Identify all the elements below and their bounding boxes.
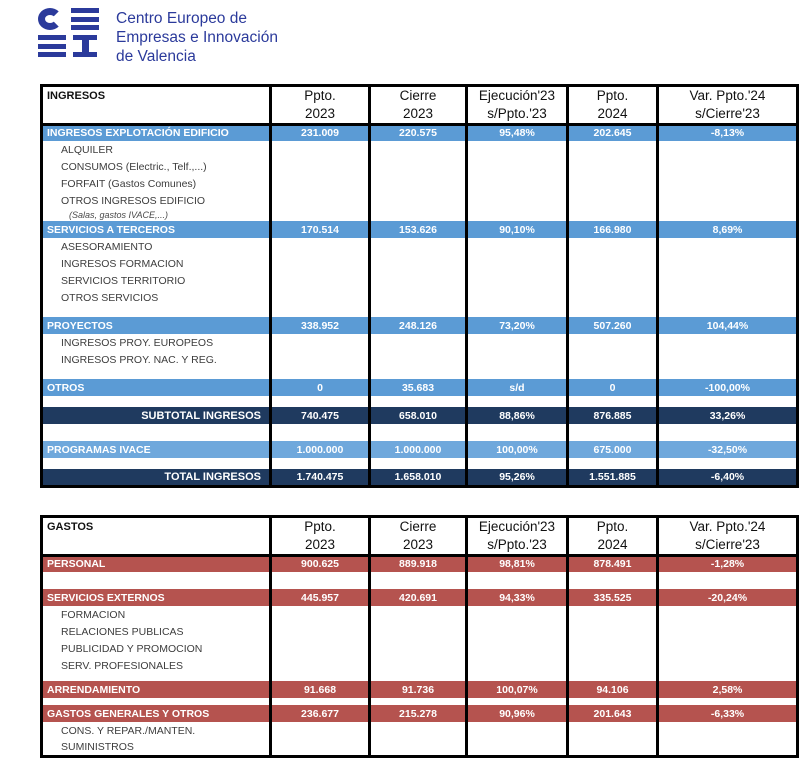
- cell-value: 1.658.010: [370, 469, 467, 486]
- cell-value: [658, 657, 798, 674]
- cell-value: 94.106: [568, 681, 658, 698]
- cell-value: [271, 351, 370, 368]
- table-row: [42, 657, 798, 674]
- cell-value: 91.736: [370, 681, 467, 698]
- table-row: [42, 317, 798, 334]
- table-row: [42, 739, 798, 756]
- cell-value: [658, 572, 798, 589]
- cell-value: [271, 158, 370, 175]
- cell-value: [658, 351, 798, 368]
- cell-value: [467, 396, 568, 407]
- cell-value: [370, 674, 467, 681]
- cell-value: [271, 175, 370, 192]
- cell-value: [568, 351, 658, 368]
- row-label: FORMACION: [42, 606, 271, 623]
- table-row: [42, 469, 798, 486]
- cell-value: [658, 698, 798, 705]
- spacer-row: [42, 306, 798, 317]
- spacer-row: [42, 396, 798, 407]
- cell-value: [370, 141, 467, 158]
- cell-value: [568, 368, 658, 379]
- row-label: SERVICIOS EXTERNOS: [42, 589, 271, 606]
- table-row: [42, 705, 798, 722]
- cell-value: [658, 739, 798, 756]
- cell-value: [370, 623, 467, 640]
- cell-value: [271, 698, 370, 705]
- cell-value: [467, 698, 568, 705]
- cell-value: [568, 657, 658, 674]
- cell-value: [467, 674, 568, 681]
- cell-value: [467, 424, 568, 441]
- table-row: [42, 441, 798, 458]
- cell-value: 201.643: [568, 705, 658, 722]
- cell-value: 215.278: [370, 705, 467, 722]
- cell-value: 236.677: [271, 705, 370, 722]
- cell-value: [467, 255, 568, 272]
- cell-value: [658, 272, 798, 289]
- table-row: [42, 351, 798, 368]
- row-label: ALQUILER: [42, 141, 271, 158]
- cell-value: 675.000: [568, 441, 658, 458]
- cell-value: 658.010: [370, 407, 467, 424]
- row-label: [42, 572, 271, 589]
- cell-value: 153.626: [370, 221, 467, 238]
- cell-value: [370, 255, 467, 272]
- row-label: PROYECTOS: [42, 317, 271, 334]
- cell-value: [568, 238, 658, 255]
- cell-value: [467, 289, 568, 306]
- cell-value: [658, 238, 798, 255]
- cell-value: [370, 158, 467, 175]
- cell-value: 90,10%: [467, 221, 568, 238]
- cell-value: [658, 606, 798, 623]
- cell-value: [467, 368, 568, 379]
- column-header: Ppto. 2023: [271, 86, 370, 125]
- cell-value: [370, 368, 467, 379]
- cell-value: [370, 657, 467, 674]
- row-label: CONSUMOS (Electric., Telf.,...): [42, 158, 271, 175]
- table-row: [42, 289, 798, 306]
- cell-value: [658, 306, 798, 317]
- cell-value: -32,50%: [658, 441, 798, 458]
- row-label: PUBLICIDAD Y PROMOCION: [42, 640, 271, 657]
- cell-value: [467, 351, 568, 368]
- ingresos-header-row: [42, 86, 798, 125]
- cell-value: [370, 458, 467, 469]
- cell-value: [658, 158, 798, 175]
- cell-value: 104,44%: [658, 317, 798, 334]
- logo-text-line: Centro Europeo de: [116, 10, 247, 27]
- column-header: Ppto. 2024: [568, 86, 658, 125]
- cell-value: 740.475: [271, 407, 370, 424]
- cell-value: 335.525: [568, 589, 658, 606]
- cell-value: [467, 158, 568, 175]
- cell-value: [271, 272, 370, 289]
- cell-value: 0: [568, 379, 658, 396]
- table-row: [42, 589, 798, 606]
- cell-value: [370, 424, 467, 441]
- cell-value: 73,20%: [467, 317, 568, 334]
- cell-value: [658, 209, 798, 221]
- cell-value: 100,07%: [467, 681, 568, 698]
- table-row: [42, 192, 798, 209]
- table-row: [42, 209, 798, 221]
- cell-value: -8,13%: [658, 124, 798, 141]
- column-header: Ejecución'23 s/Ppto.'23: [467, 517, 568, 556]
- gastos-table: [40, 515, 799, 758]
- cell-value: 1.000.000: [271, 441, 370, 458]
- table-row: [42, 555, 798, 572]
- cell-value: [370, 175, 467, 192]
- cell-value: [271, 141, 370, 158]
- spacer-row: [42, 424, 798, 441]
- cell-value: [467, 739, 568, 756]
- cell-value: [658, 175, 798, 192]
- row-label: INGRESOS PROY. EUROPEOS: [42, 334, 271, 351]
- cell-value: [370, 739, 467, 756]
- cell-value: 445.957: [271, 589, 370, 606]
- row-label: INGRESOS PROY. NAC. Y REG.: [42, 351, 271, 368]
- cell-value: [271, 396, 370, 407]
- cell-value: 0: [271, 379, 370, 396]
- cell-value: [271, 192, 370, 209]
- row-label: RELACIONES PUBLICAS: [42, 623, 271, 640]
- ingresos-table: [40, 84, 799, 488]
- cell-value: [568, 175, 658, 192]
- row-label: CONS. Y REPAR./MANTEN.: [42, 722, 271, 739]
- cell-value: [370, 722, 467, 739]
- table-row: [42, 681, 798, 698]
- cell-value: [467, 175, 568, 192]
- cell-value: [271, 255, 370, 272]
- row-label: [42, 306, 271, 317]
- ingresos-title: INGRESOS: [42, 86, 271, 125]
- cell-value: [658, 458, 798, 469]
- cell-value: 900.625: [271, 555, 370, 572]
- cell-value: 94,33%: [467, 589, 568, 606]
- cell-value: 90,96%: [467, 705, 568, 722]
- cell-value: [658, 368, 798, 379]
- table-row: [42, 255, 798, 272]
- cell-value: [271, 657, 370, 674]
- cell-value: [370, 334, 467, 351]
- cell-value: 876.885: [568, 407, 658, 424]
- cell-value: [658, 396, 798, 407]
- cell-value: -1,28%: [658, 555, 798, 572]
- spacer-row: [42, 674, 798, 681]
- cell-value: [568, 458, 658, 469]
- table-row: [42, 379, 798, 396]
- cell-value: [271, 640, 370, 657]
- table-row: [42, 141, 798, 158]
- cell-value: [568, 674, 658, 681]
- cell-value: [658, 722, 798, 739]
- column-header: Var. Ppto.'24 s/Cierre'23: [658, 517, 798, 556]
- cell-value: 33,26%: [658, 407, 798, 424]
- row-label: FORFAIT (Gastos Comunes): [42, 175, 271, 192]
- row-label: INGRESOS EXPLOTACIÓN EDIFICIO: [42, 124, 271, 141]
- table-row: [42, 175, 798, 192]
- cell-value: -6,40%: [658, 469, 798, 486]
- column-header: Cierre 2023: [370, 86, 467, 125]
- cell-value: [271, 572, 370, 589]
- cell-value: [271, 606, 370, 623]
- spacer-row: [42, 458, 798, 469]
- cell-value: [568, 623, 658, 640]
- column-header: Var. Ppto.'24 s/Cierre'23: [658, 86, 798, 125]
- column-header: Ejecución'23 s/Ppto.'23: [467, 86, 568, 125]
- cell-value: [568, 640, 658, 657]
- cell-value: [658, 623, 798, 640]
- cell-value: 507.260: [568, 317, 658, 334]
- table-row: [42, 158, 798, 175]
- row-label: [42, 674, 271, 681]
- cell-value: [271, 458, 370, 469]
- cell-value: [568, 192, 658, 209]
- cell-value: [467, 458, 568, 469]
- row-label: PROGRAMAS IVACE: [42, 441, 271, 458]
- cell-value: [271, 306, 370, 317]
- row-label: PERSONAL: [42, 555, 271, 572]
- cell-value: [467, 334, 568, 351]
- cell-value: [271, 238, 370, 255]
- cell-value: [568, 306, 658, 317]
- cell-value: 1.000.000: [370, 441, 467, 458]
- cell-value: [568, 334, 658, 351]
- logo-text: [116, 8, 278, 66]
- row-label: [42, 424, 271, 441]
- row-label: OTROS SERVICIOS: [42, 289, 271, 306]
- cell-value: s/d: [467, 379, 568, 396]
- cell-value: [271, 674, 370, 681]
- row-label: (Salas, gastos IVACE,...): [42, 209, 271, 221]
- spacer-row: [42, 368, 798, 379]
- row-label: SERV. PROFESIONALES: [42, 657, 271, 674]
- cell-value: [658, 674, 798, 681]
- cell-value: [568, 158, 658, 175]
- cell-value: [658, 334, 798, 351]
- cell-value: [271, 623, 370, 640]
- logo-text-line: Empresas e Innovación: [116, 29, 278, 46]
- gastos-title: GASTOS: [42, 517, 271, 556]
- cell-value: [658, 255, 798, 272]
- cell-value: [370, 272, 467, 289]
- cell-value: [271, 368, 370, 379]
- cell-value: [370, 572, 467, 589]
- cell-value: [370, 209, 467, 221]
- cell-value: [568, 698, 658, 705]
- cell-value: [568, 255, 658, 272]
- cell-value: [568, 722, 658, 739]
- cell-value: [271, 209, 370, 221]
- row-label: SUMINISTROS: [42, 739, 271, 756]
- cell-value: [370, 238, 467, 255]
- column-header: Ppto. 2023: [271, 517, 370, 556]
- logo-letter-e-icon: [71, 8, 99, 30]
- row-label: INGRESOS FORMACION: [42, 255, 271, 272]
- gastos-header-row: [42, 517, 798, 556]
- cell-value: -20,24%: [658, 589, 798, 606]
- cell-value: 88,86%: [467, 407, 568, 424]
- cell-value: [568, 606, 658, 623]
- cell-value: [658, 289, 798, 306]
- cell-value: 8,69%: [658, 221, 798, 238]
- cell-value: 220.575: [370, 124, 467, 141]
- cell-value: [271, 424, 370, 441]
- cell-value: [370, 351, 467, 368]
- cell-value: 100,00%: [467, 441, 568, 458]
- cell-value: [370, 698, 467, 705]
- table-row: [42, 334, 798, 351]
- ceei-logo: [38, 8, 278, 66]
- cell-value: [370, 192, 467, 209]
- cell-value: [467, 640, 568, 657]
- row-label: SUBTOTAL INGRESOS: [42, 407, 271, 424]
- cell-value: 170.514: [271, 221, 370, 238]
- row-label: [42, 396, 271, 407]
- logo-text-line: de Valencia: [116, 48, 196, 65]
- logo-letter-c-icon: [38, 8, 62, 30]
- row-label: OTROS INGRESOS EDIFICIO: [42, 192, 271, 209]
- column-header: Cierre 2023: [370, 517, 467, 556]
- cell-value: [467, 306, 568, 317]
- cell-value: 420.691: [370, 589, 467, 606]
- cell-value: [568, 424, 658, 441]
- row-label: SERVICIOS TERRITORIO: [42, 272, 271, 289]
- cell-value: 1.551.885: [568, 469, 658, 486]
- ceei-logo-mark: [38, 8, 101, 58]
- cell-value: [467, 722, 568, 739]
- cell-value: 202.645: [568, 124, 658, 141]
- logo-letter-i-icon: [71, 35, 99, 57]
- cell-value: [568, 141, 658, 158]
- cell-value: [271, 334, 370, 351]
- spacer-row: [42, 572, 798, 589]
- cell-value: [370, 289, 467, 306]
- cell-value: [370, 640, 467, 657]
- cell-value: [568, 396, 658, 407]
- row-label: [42, 368, 271, 379]
- table-row: [42, 221, 798, 238]
- row-label: OTROS: [42, 379, 271, 396]
- row-label: [42, 698, 271, 705]
- cell-value: [568, 289, 658, 306]
- row-label: GASTOS GENERALES Y OTROS: [42, 705, 271, 722]
- table-row: [42, 640, 798, 657]
- cell-value: [568, 209, 658, 221]
- cell-value: [467, 192, 568, 209]
- table-row: [42, 606, 798, 623]
- table-row: [42, 238, 798, 255]
- cell-value: [271, 739, 370, 756]
- cell-value: [467, 657, 568, 674]
- cell-value: [658, 141, 798, 158]
- row-label: SERVICIOS A TERCEROS: [42, 221, 271, 238]
- cell-value: [370, 396, 467, 407]
- row-label: ASESORAMIENTO: [42, 238, 271, 255]
- cell-value: [271, 289, 370, 306]
- cell-value: [658, 192, 798, 209]
- cell-value: [271, 722, 370, 739]
- logo-letter-e-icon: [38, 35, 66, 57]
- row-label: TOTAL INGRESOS: [42, 469, 271, 486]
- table-row: [42, 124, 798, 141]
- cell-value: 338.952: [271, 317, 370, 334]
- row-label: ARRENDAMIENTO: [42, 681, 271, 698]
- cell-value: [658, 424, 798, 441]
- table-row: [42, 272, 798, 289]
- cell-value: [658, 640, 798, 657]
- cell-value: -6,33%: [658, 705, 798, 722]
- cell-value: [467, 606, 568, 623]
- cell-value: [568, 572, 658, 589]
- cell-value: 889.918: [370, 555, 467, 572]
- table-row: [42, 407, 798, 424]
- cell-value: 1.740.475: [271, 469, 370, 486]
- cell-value: 95,26%: [467, 469, 568, 486]
- cell-value: [467, 209, 568, 221]
- cell-value: 95,48%: [467, 124, 568, 141]
- cell-value: 35.683: [370, 379, 467, 396]
- cell-value: 166.980: [568, 221, 658, 238]
- cell-value: [370, 306, 467, 317]
- cell-value: [467, 572, 568, 589]
- row-label: [42, 458, 271, 469]
- spacer-row: [42, 698, 798, 705]
- table-row: [42, 623, 798, 640]
- cell-value: 878.491: [568, 555, 658, 572]
- cell-value: [467, 238, 568, 255]
- cell-value: 248.126: [370, 317, 467, 334]
- cell-value: [568, 739, 658, 756]
- cell-value: [467, 623, 568, 640]
- cell-value: -100,00%: [658, 379, 798, 396]
- cell-value: [370, 606, 467, 623]
- table-row: [42, 722, 798, 739]
- cell-value: [467, 272, 568, 289]
- cell-value: 91.668: [271, 681, 370, 698]
- column-header: Ppto. 2024: [568, 517, 658, 556]
- cell-value: [467, 141, 568, 158]
- cell-value: [568, 272, 658, 289]
- cell-value: 231.009: [271, 124, 370, 141]
- cell-value: 98,81%: [467, 555, 568, 572]
- cell-value: 2,58%: [658, 681, 798, 698]
